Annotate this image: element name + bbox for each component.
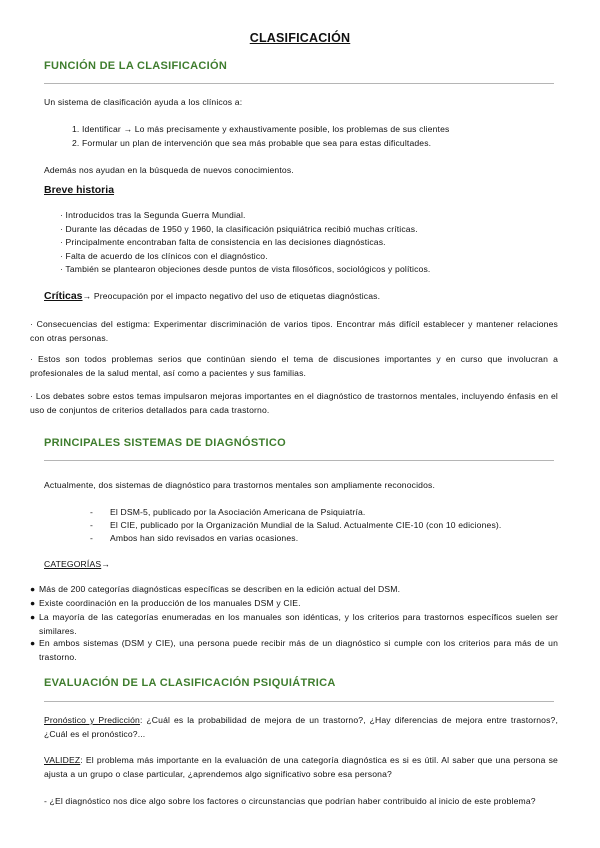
funcion-also: Además nos ayudan en la búsqueda de nuevos conocimientos. (44, 165, 294, 175)
categoria-text: La mayoría de las categorías enumeradas en los manuales son idénticas, y los criterios para trastornos específicos suelen ser similares. (39, 612, 558, 636)
pronostico-paragraph (44, 714, 558, 741)
section-divider (44, 701, 554, 702)
criticas-paragraph: · Consecuencias del estigma: Experimentar discriminación de varios tipos. Encontrar más difícil establecer y mantener relaciones con otras personas. (30, 319, 558, 343)
validez-label: VALIDEZ (44, 755, 81, 765)
pronostico-text: : ¿Cuál es la probabilidad de mejora de un trastorno?, ¿Hay diferencias de mejora entre trastornos?, ¿Cuál es el pronóstico?... (44, 715, 558, 739)
bullet-icon: ● (30, 598, 36, 608)
bullet-icon: ● (30, 638, 36, 648)
validez-text: : El problema más importante en la evaluación de una categoría diagnóstica es si es útil. Al saber que una persona se ajusta a un grupo o clase particular, ¿aprendemos algo significativo sobre esa persona? (44, 755, 558, 779)
categorias-arrow: → (101, 559, 110, 569)
criticas-paragraph: · Estos son todos problemas serios que continúan siendo el tema de discusiones importantes y en curso que involucran a profesionales de la salud mental, así como a pacientes y sus familias. (30, 354, 558, 378)
categorias-line (44, 558, 110, 572)
section-divider (44, 460, 554, 461)
funcion-list-item: 2. Formular un plan de intervención que sea más probable que sea para estas dificultades. (72, 138, 432, 148)
criticas-line (44, 290, 380, 304)
dash-marker: - (90, 507, 94, 517)
sistemas-item: El DSM-5, publicado por la Asociación Americana de Psiquiatría. (110, 507, 366, 517)
bullet-icon: ● (30, 612, 36, 622)
categoria-text: En ambos sistemas (DSM y CIE), una persona puede recibir más de un diagnóstico si cumple con los criterios para más de un trastorno. (39, 638, 558, 662)
criticas-label: Críticas (44, 290, 83, 302)
dash-marker: - (90, 533, 94, 543)
historia-item: · Durante las décadas de 1950 y 1960, la clasificación psiquiátrica recibió muchas críticas. (60, 224, 418, 234)
validez-paragraph (44, 754, 558, 781)
sistemas-intro: Actualmente, dos sistemas de diagnóstico para trastornos mentales son ampliamente reconocidos. (44, 480, 435, 490)
section-heading-funcion: FUNCIÓN DE LA CLASIFICACIÓN (44, 60, 228, 72)
diagnostico-question: - ¿El diagnóstico nos dice algo sobre los factores o circunstancias que podrían haber contribuido al inicio de este problema? (44, 796, 536, 806)
historia-item: · Introducidos tras la Segunda Guerra Mundial. (60, 210, 246, 220)
subheading-historia: Breve historia (44, 184, 115, 196)
categoria-text: Existe coordinación en la producción de los manuales DSM y CIE. (39, 598, 301, 608)
funcion-intro: Un sistema de clasificación ayuda a los clínicos a: (44, 97, 243, 107)
bullet-icon: ● (30, 584, 36, 594)
section-heading-evaluacion: EVALUACIÓN DE LA CLASIFICACIÓN PSIQUIÁTRICA (44, 677, 336, 689)
sistemas-item: El CIE, publicado por la Organización Mundial de la Salud. Actualmente CIE-10 (con 10 ediciones). (110, 520, 502, 530)
categoria-text: Más de 200 categorías diagnósticas específicas se describen en la edición actual del DSM. (39, 584, 401, 594)
section-heading-sistemas: PRINCIPALES SISTEMAS DE DIAGNÓSTICO (44, 437, 286, 449)
page-title: CLASIFICACIÓN (249, 31, 351, 45)
categorias-label: CATEGORÍAS (44, 559, 102, 569)
categoria-bullet (30, 597, 558, 611)
dash-marker: - (90, 520, 94, 530)
pronostico-label: Pronóstico y Predicción (44, 715, 140, 725)
sistemas-item: Ambos han sido revisados en varias ocasiones. (110, 533, 299, 543)
historia-item: · Falta de acuerdo de los clínicos con el diagnóstico. (60, 251, 268, 261)
criticas-text: → Preocupación por el impacto negativo del uso de etiquetas diagnósticas. (82, 291, 381, 301)
categoria-bullet (30, 637, 558, 664)
criticas-paragraph: · Los debates sobre estos temas impulsaron mejoras importantes en el diagnóstico de trastornos mentales, incluyendo énfasis en el uso de conjuntos de criterios detallados para cada trastorno. (30, 391, 558, 415)
categoria-bullet (30, 583, 558, 597)
section-divider (44, 83, 554, 84)
funcion-list-item: 1. Identificar → Lo más precisamente y exhaustivamente posible, los problemas de sus clientes (72, 124, 450, 134)
historia-item: · Principalmente encontraban falta de consistencia en las decisiones diagnósticas. (60, 237, 386, 247)
categoria-bullet (30, 611, 558, 638)
historia-item: · También se plantearon objeciones desde puntos de vista filosóficos, sociológicos y políticos. (60, 264, 431, 274)
